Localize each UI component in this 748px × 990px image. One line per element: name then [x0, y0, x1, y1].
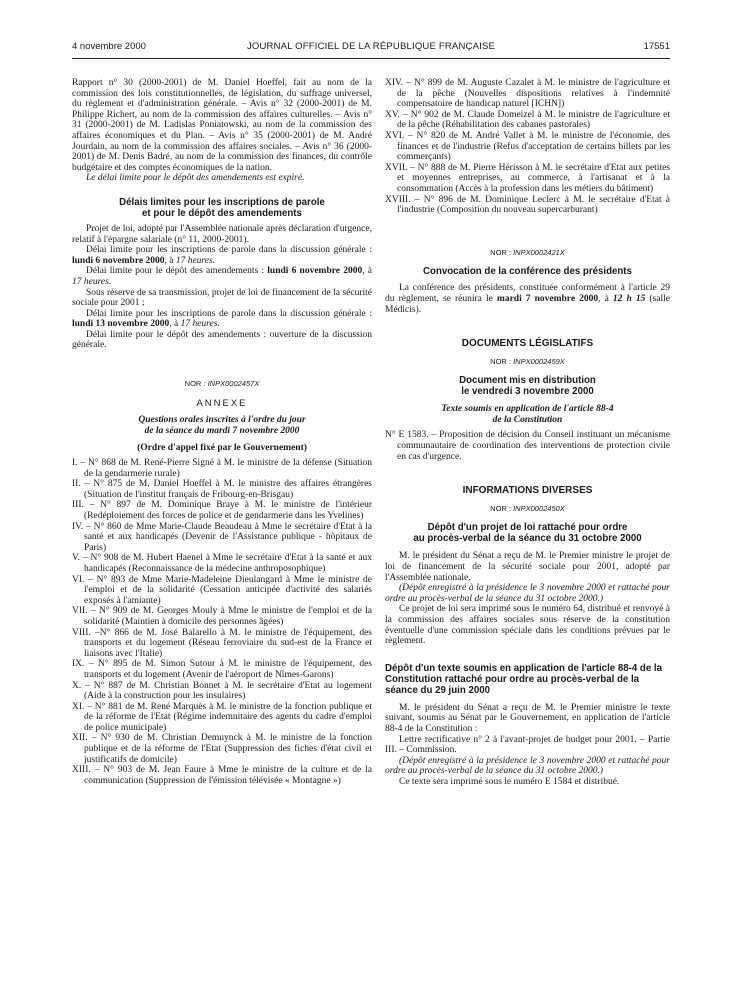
list-item: XIV. – N° 899 de M. Auguste Cazalet à M. le ministre de l'agriculture et de la pêche (Nouvelles dispositions relatives à l'indemnité compensatoire de handicap naturel [ICHN]) — [385, 78, 670, 110]
delais-paragraph-2 — [72, 245, 372, 266]
nor-reference-annexe — [72, 379, 372, 390]
depot1-paragraph-1: M. le président du Sénat a reçu de M. le Premier ministre le projet de loi de financement de la sécurité sociale pour 2001, adopté par l'Assemblée nationale. — [385, 551, 670, 583]
conference-paragraph — [385, 283, 670, 315]
page-header — [72, 38, 670, 58]
questions-title-line1: Questions orales inscrites à l'ordre du jour — [138, 415, 306, 426]
document-title-line1: Document mis en distribution — [459, 375, 596, 387]
list-item: XII. – N° 930 de M. Christian Demuynck à M. le ministre de la fonction publique et de la réforme de l'Etat (Suppression des fiches d'état civil et justificatifs de domicile) — [72, 733, 372, 765]
depot1-title-line1: Dépôt d'un projet de loi rattaché pour ordre — [427, 522, 628, 534]
document-text: N° E 1583. – Proposition de décision du Conseil instituant un mécanisme communautaire de coordination des interventions de protection civile en cas d'urgence. — [385, 430, 670, 462]
delais-p2-sep: , à — [164, 255, 176, 266]
delais-p5-hour: 17 heures — [180, 319, 218, 330]
list-item: IV. – N° 860 de Mme Marie-Claude Beaudeau à Mme le secrétaire d'Etat à la santé et aux handicapés (Devenir de l'Assistance publique - hôpitaux de Paris) — [72, 521, 372, 553]
left-column — [72, 78, 372, 786]
intro-paragraph: Rapport n° 30 (2000-2001) de M. Daniel Hoeffel, fait au nom de la commission des lois constitutionnelles, de législation, du suffrage universel, du règlement et d'administration générale. – Avis n° 32 (2000-2001) de M. Philippe Richert, au nom de la commission des affaires culturelles. – Avis n° 31 (2000-2001) de M. Ladislas Poniatowski, au nom de la commission des affaires économiques et du Plan. – Avis n° 35 (2000-2001) de M. André Jourdain, au nom de la commission des affaires sociales. – Avis n° 36 (2000-2001) de M. Denis Badré, au nom de la commission des finances, du contrôle budgétaire et des comptes économiques de la nation. — [72, 78, 372, 173]
delais-p2-text: Délai limite pour les inscriptions de parole dans la discussion générale : — [86, 245, 372, 256]
delais-p2-date: lundi 6 novembre 2000 — [72, 255, 165, 266]
header-title: JOURNAL OFFICIEL DE LA RÉPUBLIQUE FRANÇAISE — [246, 41, 496, 52]
delais-p2-end: . — [212, 255, 216, 266]
nor-id: INPX0002421X — [513, 247, 565, 257]
depot2-paragraph-4: Ce texte sera imprimé sous le numéro E 1584 et distribué. — [399, 776, 620, 787]
conference-date: mardi 7 novembre 2000 — [496, 293, 599, 304]
list-item: III. – N° 897 de M. Dominique Braye à M. le ministre de l'intérieur (Redéploiement des forces de police et de gendarmerie dans les Yvelines) — [72, 500, 372, 521]
document-subtitle-line2: de la Constitution — [492, 414, 563, 425]
list-item: XVIII. – N° 896 de M. Dominique Leclerc à M. le secrétaire d'Etat à l'industrie (Composition du nouveau supercarburant) — [385, 194, 670, 216]
header-date: 4 novembre 2000 — [72, 41, 146, 52]
delais-p5-date: lundi 13 novembre 2000 — [72, 319, 170, 330]
delais-paragraph-4: Sous réserve de sa transmission, projet de loi de financement de la sécurité sociale pour 2001 ; — [72, 287, 372, 309]
conference-title: Convocation de la conférence des présidents — [423, 266, 632, 278]
list-item: VII. – N° 909 de M. Georges Mouly à Mme le ministre de l'emploi et de la solidarité (Maintien à domicile des personnes âgées) — [72, 606, 372, 627]
nor-reference-documents — [385, 357, 670, 368]
conference-text: La conférence des présidents, constituée conformément à l'article 29 du règlement, se réunira le — [385, 283, 670, 304]
nor-id: INPX0002457X — [207, 379, 260, 389]
questions-list-right — [385, 78, 670, 216]
list-item: V. – N° 908 de M. Hubert Haenel à Mme le secrétaire d'Etat à la santé et aux handicapés (Reconnaissance de la médecine anthroposophique) — [72, 553, 372, 574]
document-entry — [385, 430, 670, 462]
list-item: I. – N° 868 de M. René-Pierre Signé à M. le ministre de la défense (Situation de la gendarmerie rurale) — [72, 458, 372, 479]
delais-p3-sep: , à — [362, 266, 373, 277]
header-page-number: 17551 — [643, 41, 670, 52]
nor-id: INPX0002450X — [513, 503, 565, 513]
list-item: X. – N° 887 de M. Christian Bonnet à M. le secrétaire d'Etat au logement (Aide à la construction pour les insulaires) — [72, 680, 372, 702]
document-title-line2: le vendredi 3 novembre 2000 — [461, 386, 594, 398]
delais-paragraph-5 — [72, 309, 372, 330]
conference-hour: 12 h 15 — [612, 293, 646, 304]
list-item: XVI. – N° 820 de M. André Vallet à M. le ministre de l'économie, des finances et de l'industrie (Refus d'acceptation de certains billets par les commerçants) — [385, 130, 670, 163]
conference-room: (salle Médicis). — [385, 293, 670, 315]
delais-paragraph-1: Projet de loi, adopté par l'Assemblée nationale après déclaration d'urgence, relatif à l'épargne salariale (n° 11, 2000-2001). — [72, 223, 372, 245]
conference-sep: , à — [598, 293, 613, 304]
list-item: XIII. – N° 903 de M. Jean Faure à Mme le ministre de la culture et de la communication (Suppression de l'émission télévisée « Montagne ») — [72, 765, 372, 786]
delais-p2-hour: 17 heures — [175, 255, 213, 266]
questions-title-line2: de la séance du mardi 7 novembre 2000 — [144, 425, 300, 436]
nor-label: NOR : — [490, 247, 514, 257]
ordre-appel: (Ordre d'appel fixé par le Gouvernement) — [137, 443, 307, 454]
informations-diverses-title: INFORMATIONS DIVERSES — [462, 485, 593, 497]
delais-p5-sep: , à — [169, 319, 181, 330]
documents-legislatifs-title: DOCUMENTS LÉGISLATIFS — [461, 338, 594, 350]
list-item: VI. – N° 893 de Mme Marie-Madeleine Dieulangard à Mme le ministre de l'emploi et de la solidarité (Cessation anticipée d'activité des salariés exposés à l'amiante) — [72, 574, 372, 606]
nor-label: NOR : — [490, 356, 514, 366]
depot2-paragraph-3: (Dépôt enregistré à la présidence le 3 novembre 2000 et rattaché pour ordre au procès-verbal de la séance du 31 octobre 2000.) — [385, 755, 670, 777]
list-item: XVII. – N° 888 de M. Pierre Hérisson à M. le secrétaire d'Etat aux petites et moyennes entreprises, au commerce, à l'artisanat et à la consommation (Accès à la profession dans les métiers du bâtiment) — [385, 162, 670, 194]
depot2-title: Dépôt d'un texte soumis en application de l'article 88-4 de la Constitution rattaché pour ordre au procès-verbal de la séance du 29 juin 2000 — [385, 662, 663, 696]
nor-id: INPX0002459X — [513, 356, 565, 366]
delais-p5-text: Délai limite pour les inscriptions de parole dans la discussion générale : — [86, 308, 372, 319]
list-item: XI. – N° 881 de M. René Marquès à M. le ministre de la fonction publique et de la réforme de l'Etat (Régime indemnitaire des agents du cadre d'emploi de police municipale) — [72, 701, 372, 733]
delais-title-line1: Délais limites pour les inscriptions de parole — [119, 196, 325, 208]
nor-label: NOR : — [184, 379, 208, 389]
nor-label: NOR : — [490, 503, 514, 513]
depot1-paragraph-3: Ce projet de loi sera imprimé sous le numéro 64, distribué et renvoyé à la commission des affaires sociales sous réserve de la constitution éventuelle d'une commission spéciale dans les conditions prévues par le règlement. — [385, 604, 670, 647]
delais-title-line2: et pour le dépôt des amendements — [142, 207, 302, 219]
list-item: IX. – N° 895 de M. Simon Sutour à M. le ministre de l'équipement, des transports et du logement (Avenir de l'aéroport de Nîmes-Garons) — [72, 659, 372, 680]
depot1-title-line2: au procès-verbal de la séance du 31 octobre 2000 — [413, 533, 642, 545]
delais-paragraph-6: Délai limite pour le dépôt des amendements : ouverture de la discussion générale. — [72, 329, 372, 351]
delais-p3-text: Délai limite pour le dépôt des amendements : — [86, 266, 268, 277]
delais-p3-end: . — [108, 276, 112, 287]
list-item: XV. – N° 902 de M. Claude Domeizel à M. le ministre de l'agriculture et de la pêche (Réhabilitation des cabanes pastorales) — [385, 109, 670, 131]
list-item: II. – N° 875 de M. Daniel Hoeffel à M. le ministre des affaires étrangères (Situation de l'institut français de Fribourg-en-Brisgau) — [72, 479, 372, 500]
amendments-expired-note: Le délai limite pour le dépôt des amendements est expiré. — [86, 173, 305, 184]
document-subtitle-line1: Texte soumis en application de l'article 88-4 — [441, 404, 614, 415]
depot2-paragraph-2: Lettre rectificative n° 2 à l'avant-projet de budget pour 2001. – Partie III. – Commission. — [385, 734, 670, 756]
delais-paragraph-3 — [72, 266, 372, 287]
delais-p3-date: lundi 6 novembre 2000 — [267, 266, 363, 277]
delais-p5-end: . — [217, 319, 220, 330]
questions-list-left — [72, 458, 372, 786]
delais-p3-hour: 17 heures — [72, 276, 109, 287]
depot2-paragraph-1: M. le président du Sénat a reçu de M. le Premier ministre le texte suivant, soumis au Sénat par le Gouvernement, en application de l'article 88-4 de la Constitution : — [385, 702, 670, 734]
right-column — [385, 78, 670, 788]
nor-reference-informations — [385, 504, 670, 515]
nor-reference-conference — [385, 248, 670, 259]
list-item: VIII. –N° 866 de M. José Balarello à M. le ministre de l'équipement, des transports et du logement (Réseau ferroviaire du sud-est de la France et liaisons avec l'Italie) — [72, 627, 372, 659]
depot1-paragraph-2: (Dépôt enregistré à la présidence le 3 novembre 2000 et rattaché pour ordre au procès-verbal de la séance du 31 octobre 2000.) — [385, 583, 670, 604]
annexe-title: ANNEXE — [196, 397, 248, 409]
header-rule — [72, 58, 670, 59]
